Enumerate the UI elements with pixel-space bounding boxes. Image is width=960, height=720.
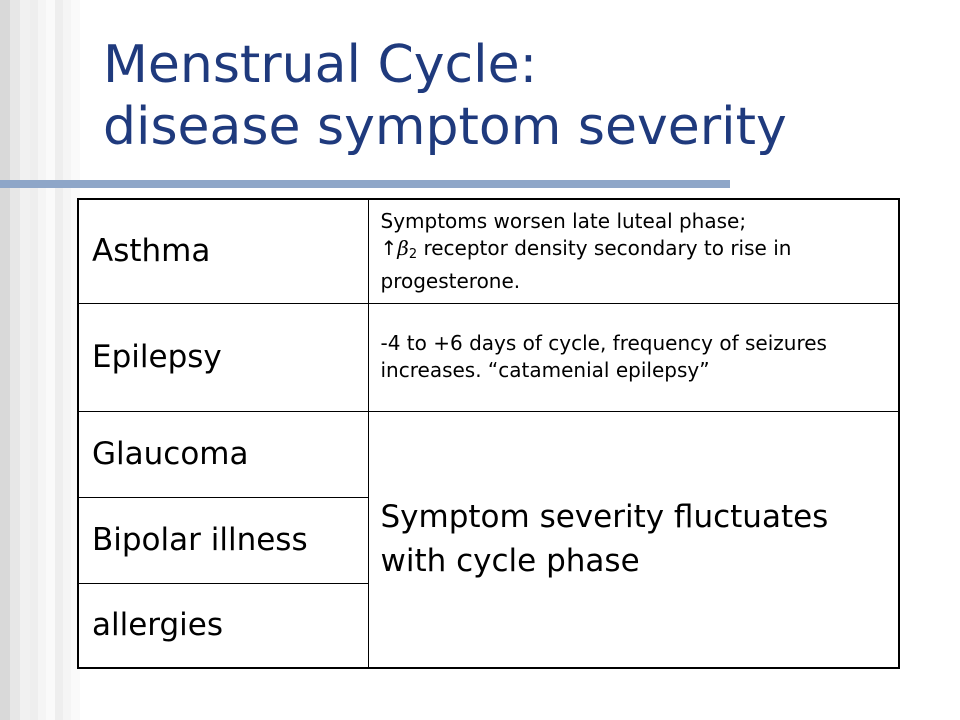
up-arrow-icon: ↑	[380, 235, 398, 260]
table-row	[78, 411, 899, 497]
title-divider	[0, 180, 730, 188]
disease-name: Asthma	[78, 199, 368, 303]
symptom-table	[77, 198, 900, 669]
disease-name: Bipolar illness	[78, 497, 368, 583]
beta-symbol: β	[397, 235, 409, 260]
beta-subscript: 2	[408, 246, 418, 262]
table-row	[78, 199, 899, 303]
title-line-2: disease symptom severity	[103, 97, 787, 157]
title-line-1: Menstrual Cycle:	[103, 35, 538, 95]
table-row	[78, 303, 899, 411]
disease-name: Glaucoma	[78, 411, 368, 497]
disease-name: Epilepsy	[78, 303, 368, 411]
disease-description: -4 to +6 days of cycle, frequency of seizures increases. “catamenial epilepsy”	[368, 303, 899, 411]
background-stripes	[0, 0, 80, 720]
disease-description	[368, 199, 899, 303]
disease-name: allergies	[78, 583, 368, 668]
slide-title	[103, 34, 943, 158]
description-text: Symptoms worsen late luteal phase;	[380, 208, 747, 233]
description-text: receptor density secondary to rise in progesterone.	[380, 235, 792, 293]
merged-description: Symptom severity fluctuates with cycle phase	[368, 411, 899, 668]
